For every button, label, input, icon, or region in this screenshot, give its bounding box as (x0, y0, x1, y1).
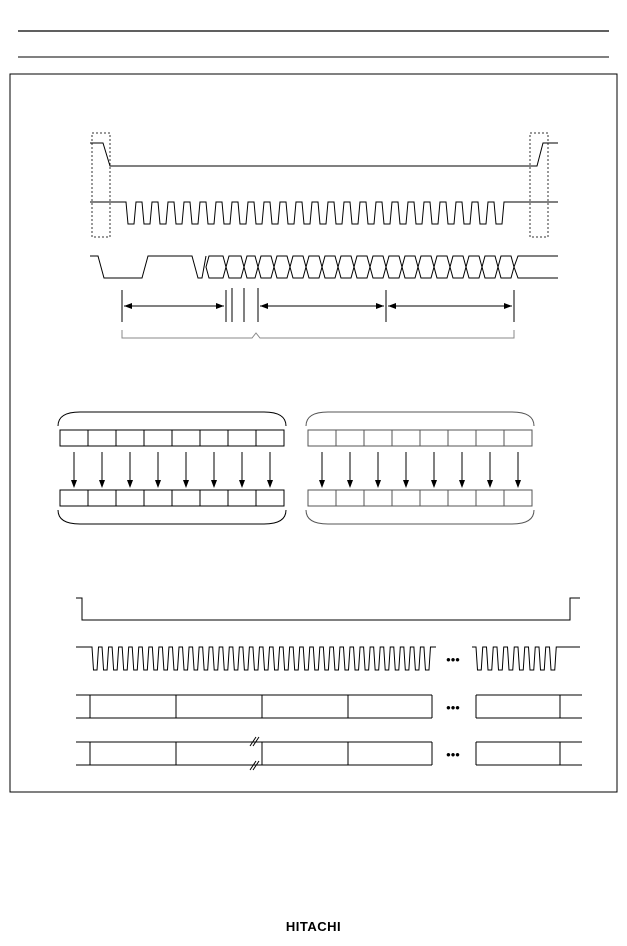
data-cell (434, 256, 450, 278)
register-cell-source (420, 430, 448, 446)
register-cell-dest (116, 490, 144, 506)
section-b-registers (58, 412, 534, 524)
register-cell-source (392, 430, 420, 446)
register-cell-source (476, 430, 504, 446)
register-group-right (306, 412, 534, 524)
clock-signal-c-part1 (76, 647, 436, 670)
data-cell (258, 256, 274, 278)
continuation-dots-3: ••• (446, 747, 460, 762)
select-signal (90, 143, 558, 166)
register-cell-dest (88, 490, 116, 506)
data-cell (370, 256, 386, 278)
data-cell (402, 256, 418, 278)
continuation-dots-2: ••• (446, 700, 460, 715)
register-cell-source (60, 430, 88, 446)
interval-markers (122, 288, 514, 338)
data-cell (244, 256, 258, 278)
register-cell-dest (228, 490, 256, 506)
register-cell-dest (172, 490, 200, 506)
register-cell-source (172, 430, 200, 446)
register-cell-source (308, 430, 336, 446)
hitachi-logo: HITACHI (285, 919, 342, 934)
data-cell (338, 256, 354, 278)
register-cell-dest (60, 490, 88, 506)
register-cell-dest (392, 490, 420, 506)
data-cell (386, 256, 402, 278)
dashed-box-right (530, 133, 548, 237)
register-cell-dest (256, 490, 284, 506)
register-cell-source (336, 430, 364, 446)
register-cell-dest (336, 490, 364, 506)
dashed-box-left (92, 133, 110, 237)
register-cell-source (364, 430, 392, 446)
section-c-timing (76, 598, 582, 770)
register-cell-source (448, 430, 476, 446)
bus-line-2 (76, 737, 582, 770)
register-cell-dest (504, 490, 532, 506)
figure-frame (10, 74, 617, 792)
register-cell-source (88, 430, 116, 446)
register-cell-source (504, 430, 532, 446)
data-cell (482, 256, 498, 278)
bus-line-1 (76, 695, 582, 718)
select-signal-c (76, 598, 580, 620)
data-cell (450, 256, 466, 278)
data-cell (274, 256, 290, 278)
data-cell (466, 256, 482, 278)
data-cell (354, 256, 370, 278)
register-group-left (58, 412, 286, 524)
clock-signal-c-part2 (472, 647, 580, 670)
continuation-dots-1: ••• (446, 652, 460, 667)
register-cell-source (256, 430, 284, 446)
register-cell-dest (144, 490, 172, 506)
data-cell (418, 256, 434, 278)
register-cell-dest (308, 490, 336, 506)
brace-1 (122, 330, 514, 338)
data-cell (290, 256, 306, 278)
register-cell-source (144, 430, 172, 446)
section-a-timing (90, 133, 558, 338)
register-cell-source (200, 430, 228, 446)
data-signal-a (90, 256, 558, 278)
register-cell-dest (200, 490, 228, 506)
register-cell-dest (448, 490, 476, 506)
register-cell-source (116, 430, 144, 446)
data-cell (226, 256, 244, 278)
data-cell (206, 256, 226, 278)
data-cell (322, 256, 338, 278)
register-cell-dest (364, 490, 392, 506)
register-cell-dest (476, 490, 504, 506)
register-cell-source (228, 430, 256, 446)
clock-signal-a (90, 202, 558, 224)
data-cell (306, 256, 322, 278)
register-cell-dest (420, 490, 448, 506)
data-cell (498, 256, 514, 278)
